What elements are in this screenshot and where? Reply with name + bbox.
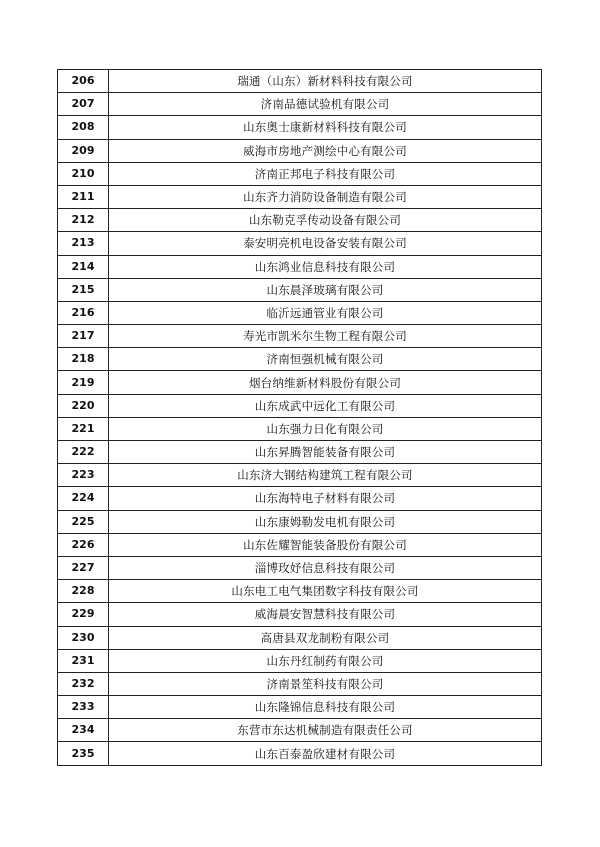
company-name: 山东齐力消防设备制造有限公司 [109,185,542,208]
table-row [58,394,542,417]
row-number: 209 [58,139,109,162]
table-row [58,162,542,185]
table-row [58,301,542,324]
row-number: 224 [58,487,109,510]
table-row [58,93,542,116]
company-name: 烟台纳维新材料股份有限公司 [109,371,542,394]
table-row [58,719,542,742]
row-number: 225 [58,510,109,533]
table-row [58,649,542,672]
table-row [58,417,542,440]
row-number: 213 [58,232,109,255]
company-name: 山东隆锦信息科技有限公司 [109,696,542,719]
company-name: 东营市东达机械制造有限责任公司 [109,719,542,742]
row-number: 212 [58,209,109,232]
table-row [58,185,542,208]
table-row [58,626,542,649]
company-name: 威海市房地产测绘中心有限公司 [109,139,542,162]
row-number: 216 [58,301,109,324]
row-number: 217 [58,325,109,348]
table-row [58,255,542,278]
company-name: 寿光市凯米尔生物工程有限公司 [109,325,542,348]
row-number: 228 [58,580,109,603]
table-row [58,672,542,695]
table-row [58,742,542,765]
company-name: 山东鸿业信息科技有限公司 [109,255,542,278]
row-number: 233 [58,696,109,719]
company-name: 山东勒克孚传动设备有限公司 [109,209,542,232]
company-name: 临沂远通管业有限公司 [109,301,542,324]
company-name: 山东海特电子材料有限公司 [109,487,542,510]
row-number: 235 [58,742,109,765]
row-number: 218 [58,348,109,371]
company-name: 山东奥士康新材料科技有限公司 [109,116,542,139]
table-row [58,603,542,626]
table-row [58,348,542,371]
table-row [58,464,542,487]
row-number: 206 [58,70,109,93]
table-row [58,580,542,603]
row-number: 211 [58,185,109,208]
company-name: 济南正邦电子科技有限公司 [109,162,542,185]
company-name: 山东昇腾智能装备有限公司 [109,441,542,464]
row-number: 214 [58,255,109,278]
table-row [58,510,542,533]
row-number: 210 [58,162,109,185]
table-row [58,139,542,162]
company-name: 瑞通（山东）新材料科技有限公司 [109,70,542,93]
company-name: 山东强力日化有限公司 [109,417,542,440]
company-name: 济南景笙科技有限公司 [109,672,542,695]
company-list-body [58,70,542,766]
table-row [58,278,542,301]
table-row [58,441,542,464]
table-row [58,371,542,394]
row-number: 232 [58,672,109,695]
table-row [58,325,542,348]
row-number: 230 [58,626,109,649]
company-name: 山东百泰盈欣建材有限公司 [109,742,542,765]
table-row [58,556,542,579]
row-number: 226 [58,533,109,556]
table-row [58,487,542,510]
row-number: 231 [58,649,109,672]
row-number: 208 [58,116,109,139]
table-row [58,209,542,232]
company-name: 淄博玫妤信息科技有限公司 [109,556,542,579]
company-name: 山东丹红制药有限公司 [109,649,542,672]
row-number: 229 [58,603,109,626]
row-number: 222 [58,441,109,464]
table-row [58,116,542,139]
row-number: 207 [58,93,109,116]
company-name: 泰安明亮机电设备安装有限公司 [109,232,542,255]
company-name: 山东电工电气集团数字科技有限公司 [109,580,542,603]
table-row [58,232,542,255]
company-list-table [57,69,542,766]
table-row [58,696,542,719]
company-name: 济南品德试验机有限公司 [109,93,542,116]
row-number: 219 [58,371,109,394]
company-name: 山东佐耀智能装备股份有限公司 [109,533,542,556]
row-number: 220 [58,394,109,417]
company-name: 山东晨泽玻璃有限公司 [109,278,542,301]
row-number: 215 [58,278,109,301]
company-name: 山东济大钢结构建筑工程有限公司 [109,464,542,487]
table-row [58,70,542,93]
company-name: 威海晨安智慧科技有限公司 [109,603,542,626]
company-name: 高唐县双龙制粉有限公司 [109,626,542,649]
company-name: 山东成武中远化工有限公司 [109,394,542,417]
row-number: 221 [58,417,109,440]
row-number: 234 [58,719,109,742]
row-number: 223 [58,464,109,487]
table-row [58,533,542,556]
row-number: 227 [58,556,109,579]
company-name: 山东康姆勒发电机有限公司 [109,510,542,533]
company-name: 济南恒强机械有限公司 [109,348,542,371]
